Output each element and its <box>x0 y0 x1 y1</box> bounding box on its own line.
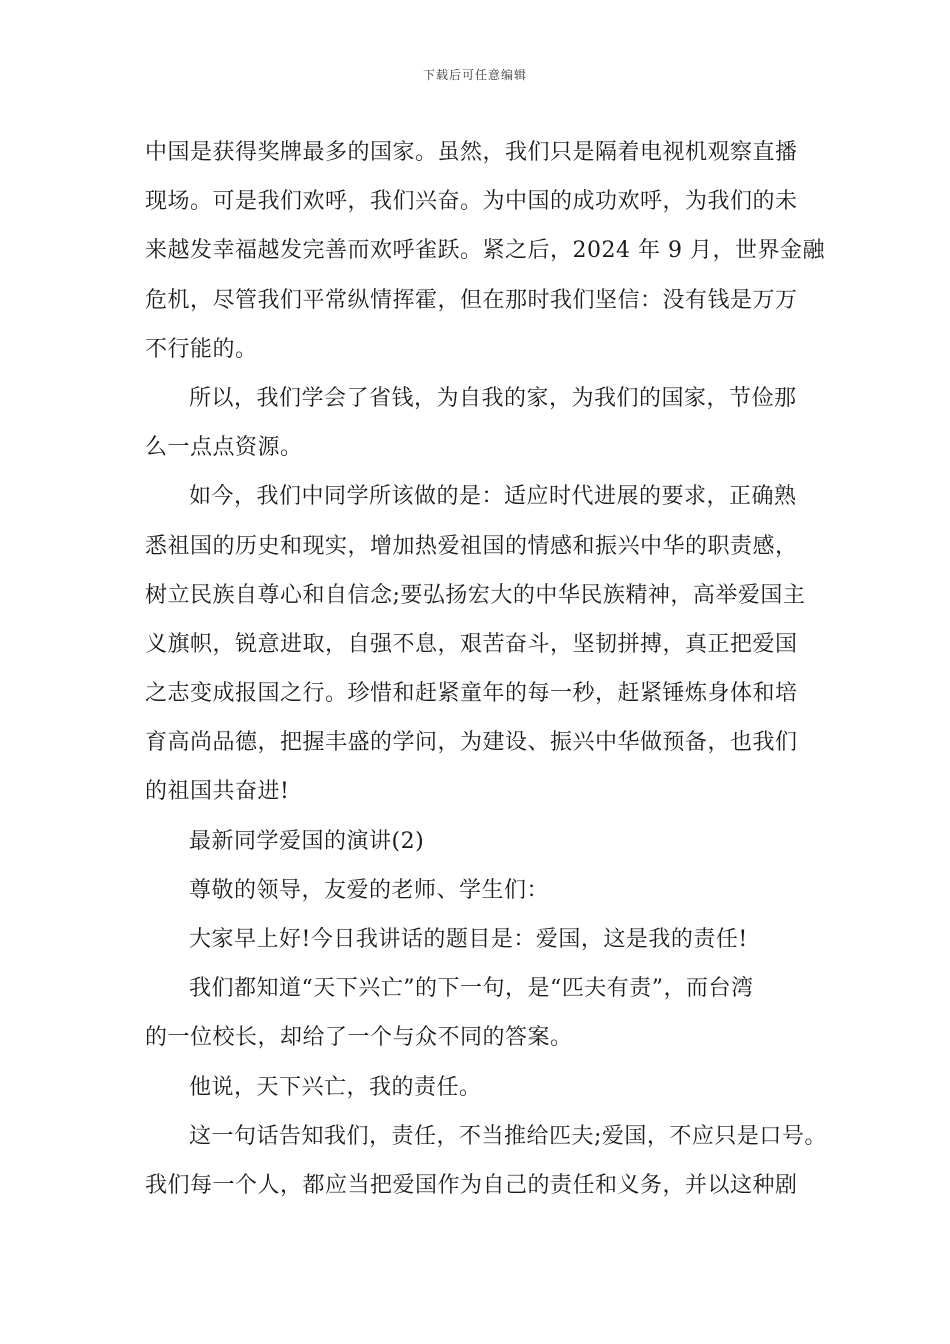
paragraph-start-line: 如今，我们中同学所该做的是：适应时代进展的要求，正确熟 <box>189 484 797 510</box>
paragraph-start-line: 他说，天下兴亡，我的责任。 <box>189 1074 482 1100</box>
salutation-line: 尊敬的领导，友爱的老师、学生们： <box>189 877 550 903</box>
text-line: 中国是获得奖牌最多的国家。虽然，我们只是隔着电视机观察直播 <box>145 140 798 165</box>
text-line: 育高尚品德，把握丰盛的学问，为建设、振兴中华做预备，也我们 <box>145 730 798 756</box>
text-line: 不行能的。 <box>145 336 258 362</box>
paragraph-start-line: 这一句话告知我们，责任，不当推给匹夫;爱国，不应只是口号。 <box>189 1123 827 1149</box>
text-line: 的一位校长，却给了一个与众不同的答案。 <box>145 1025 573 1051</box>
text-line: 来越发幸福越发完善而欢呼雀跃。紧之后，2024 年 9 月，世界金融 <box>145 238 825 264</box>
page-header: 下载后可任意编辑 <box>422 68 527 82</box>
text-line: 悉祖国的历史和现实，增加热爱祖国的情感和振兴中华的职责感， <box>145 533 798 559</box>
paragraph-start-line: 大家早上好!今日我讲话的题目是：爱国，这是我的责任! <box>189 927 748 952</box>
text-line: 义旗帜，锐意进取，自强不息，艰苦奋斗，坚韧拼搏，真正把爱国 <box>145 631 798 657</box>
paragraph-start-line: 我们都知道“天下兴亡”的下一句，是“匹夫有责”，而台湾 <box>189 976 754 1002</box>
document-body <box>145 128 825 1210</box>
section-title: 最新同学爱国的演讲(2) <box>189 828 425 854</box>
text-line: 的祖国共奋进! <box>145 779 290 805</box>
text-line: 么一点点资源。 <box>145 435 303 461</box>
text-line: 树立民族自尊心和自信念;要弘扬宏大的中华民族精神，高举爱国主 <box>145 582 806 608</box>
text-line: 现场。可是我们欢呼，我们兴奋。为中国的成功欢呼，为我们的未 <box>145 189 798 215</box>
paragraph-start-line: 所以，我们学会了省钱，为自我的家，为我们的国家，节俭那 <box>189 385 797 411</box>
text-line: 我们每一个人，都应当把爱国作为自己的责任和义务，并以这种剧 <box>145 1172 798 1198</box>
text-line: 危机，尽管我们平常纵情挥霍，但在那时我们坚信：没有钱是万万 <box>145 287 798 313</box>
text-line: 之志变成报国之行。珍惜和赶紧童年的每一秒，赶紧锤炼身体和培 <box>145 681 798 707</box>
